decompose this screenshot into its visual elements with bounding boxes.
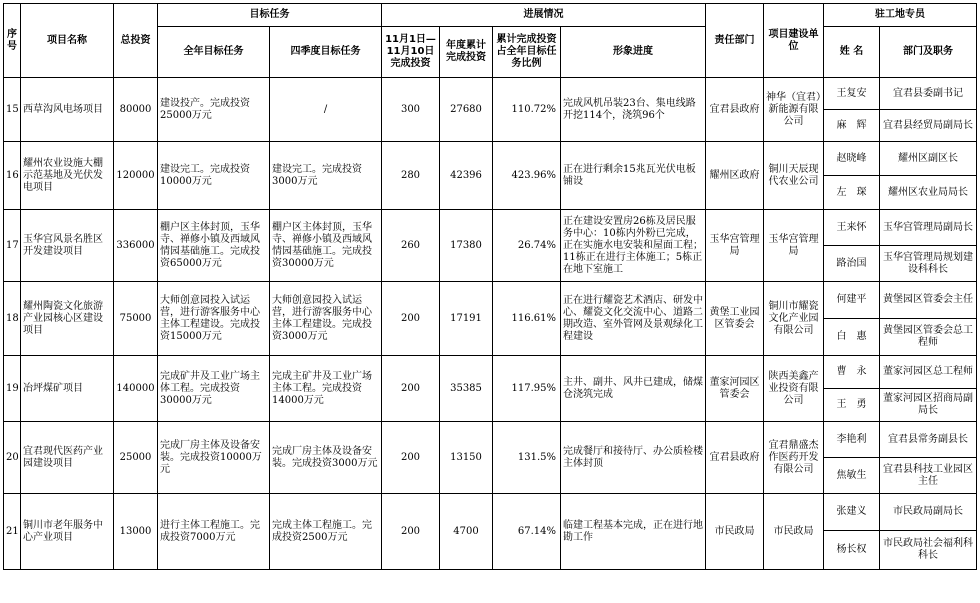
row-seq: 20 — [4, 422, 21, 494]
row-ratio: 423.96% — [493, 142, 561, 210]
staff-name: 王复安 — [824, 78, 880, 110]
table-body — [4, 78, 977, 570]
row-name: 玉华宫风景名胜区开发建设项目 — [21, 210, 114, 282]
row-seq: 17 — [4, 210, 21, 282]
row-progress: 完成风机吊装23台、集电线路开挖114个，浇筑96个 — [561, 78, 706, 142]
row-name: 铜川市老年服务中心产业项目 — [21, 494, 114, 570]
staff-name: 路治国 — [824, 246, 880, 282]
header-staff-group: 驻工地专员 — [824, 4, 977, 27]
header-staff-name: 姓 名 — [824, 27, 880, 78]
row-ytd: 17191 — [440, 282, 493, 356]
header-ratio: 累计完成投资占全年目标任务比例 — [493, 27, 561, 78]
row-builder: 神华（宜君）新能源有限公司 — [764, 78, 824, 142]
row-ytd: 4700 — [440, 494, 493, 570]
row-name: 耀州陶瓷文化旅游产业园核心区建设项目 — [21, 282, 114, 356]
row-ytd: 42396 — [440, 142, 493, 210]
row-annual-target: 完成矿井及工业广场主体工程。完成投资30000万元 — [158, 356, 270, 422]
table-row — [4, 78, 977, 110]
row-annual-target: 完成厂房主体及设备安装。完成投资10000万元 — [158, 422, 270, 494]
row-q4-target: 完成主矿井及工业广场主体工程。完成投资14000万元 — [270, 356, 382, 422]
row-ytd: 35385 — [440, 356, 493, 422]
row-annual-target: 棚户区主体封顶，玉华寺、禅修小镇及西域风情园基础施工。完成投资65000万元 — [158, 210, 270, 282]
table-row — [4, 494, 977, 531]
header-builder: 项目建设单位 — [764, 4, 824, 78]
row-builder: 玉华宫管理局 — [764, 210, 824, 282]
header-target-group: 目标任务 — [158, 4, 382, 27]
staff-name: 曹 永 — [824, 356, 880, 389]
staff-role: 耀州区农业局局长 — [880, 176, 977, 210]
row-total: 25000 — [114, 422, 158, 494]
row-q4-target: 完成主体工程施工。完成投资2500万元 — [270, 494, 382, 570]
row-dept: 董家河园区管委会 — [706, 356, 764, 422]
header-annual-target: 全年目标任务 — [158, 27, 270, 78]
row-completed: 300 — [382, 78, 440, 142]
row-total: 140000 — [114, 356, 158, 422]
row-total: 13000 — [114, 494, 158, 570]
staff-role: 黄堡园区管委会总工程师 — [880, 319, 977, 356]
table-row — [4, 282, 977, 319]
staff-name: 左 琛 — [824, 176, 880, 210]
row-seq: 15 — [4, 78, 21, 142]
table-row — [4, 142, 977, 176]
row-progress: 正在进行耀瓷艺术酒店、研发中心、耀瓷文化交流中心、道路二期改造、室外管网及景观绿化工程建设 — [561, 282, 706, 356]
staff-role: 董家河园区招商局副局长 — [880, 389, 977, 422]
header-name: 项目名称 — [21, 4, 114, 78]
staff-role: 董家河园区总工程师 — [880, 356, 977, 389]
row-builder: 铜川天辰现代农业公司 — [764, 142, 824, 210]
row-annual-target: 进行主体工程施工。完成投资7000万元 — [158, 494, 270, 570]
staff-name: 何建平 — [824, 282, 880, 319]
staff-name: 张建义 — [824, 494, 880, 531]
row-dept: 宜君县政府 — [706, 78, 764, 142]
row-completed: 200 — [382, 422, 440, 494]
staff-role: 黄堡园区管委会主任 — [880, 282, 977, 319]
row-ratio: 131.5% — [493, 422, 561, 494]
header-staff-role: 部门及职务 — [880, 27, 977, 78]
staff-role: 宜君县常务副县长 — [880, 422, 977, 458]
header-progress-group: 进展情况 — [382, 4, 706, 27]
staff-name: 焦敏生 — [824, 458, 880, 494]
row-progress: 完成餐厅和接待厅、办公质检楼主体封顶 — [561, 422, 706, 494]
row-progress: 正在建设安置房26栋及居民服务中心：10栋内外粉已完成，正在实施水电安装和屋面工程；11栋正在进行主体施工；5栋正在地下室施工 — [561, 210, 706, 282]
table-row — [4, 422, 977, 458]
staff-role: 耀州区副区长 — [880, 142, 977, 176]
row-ratio: 67.14% — [493, 494, 561, 570]
header-completed: 11月1日—11月10日完成投资 — [382, 27, 440, 78]
row-progress: 正在进行剩余15兆瓦光伏电板铺设 — [561, 142, 706, 210]
row-annual-target: 建设完工。完成投资10000万元 — [158, 142, 270, 210]
row-q4-target: 棚户区主体封顶，玉华寺、禅修小镇及西域风情园基础施工。完成投资30000万元 — [270, 210, 382, 282]
row-total: 120000 — [114, 142, 158, 210]
staff-name: 麻 辉 — [824, 110, 880, 142]
staff-name: 赵晓峰 — [824, 142, 880, 176]
header-visual-progress: 形象进度 — [561, 27, 706, 78]
row-ratio: 110.72% — [493, 78, 561, 142]
header-row-top — [4, 4, 977, 27]
row-name: 耀州农业设施大棚示范基地及光伏发电项目 — [21, 142, 114, 210]
staff-role: 玉华宫管理局副局长 — [880, 210, 977, 246]
header-total: 总投资 — [114, 4, 158, 78]
header-seq: 序号 — [4, 4, 21, 78]
staff-role: 玉华宫管理局规划建设科科长 — [880, 246, 977, 282]
row-q4-target: 大师创意园投入试运营，进行游客服务中心主体工程建设。完成投资3000万元 — [270, 282, 382, 356]
staff-role: 市民政局副局长 — [880, 494, 977, 531]
row-completed: 280 — [382, 142, 440, 210]
row-total: 80000 — [114, 78, 158, 142]
project-progress-table — [3, 3, 977, 570]
row-ratio: 117.95% — [493, 356, 561, 422]
table-row — [4, 356, 977, 389]
row-q4-target: 完成厂房主体及设备安装。完成投资3000万元 — [270, 422, 382, 494]
staff-role: 市民政局社会福利科科长 — [880, 531, 977, 570]
row-name: 宜君现代医药产业园建设项目 — [21, 422, 114, 494]
staff-role: 宜君县科技工业园区主任 — [880, 458, 977, 494]
header-dept: 责任部门 — [706, 4, 764, 78]
row-total: 75000 — [114, 282, 158, 356]
staff-name: 白 惠 — [824, 319, 880, 356]
row-ytd: 27680 — [440, 78, 493, 142]
row-ratio: 26.74% — [493, 210, 561, 282]
row-completed: 200 — [382, 356, 440, 422]
row-ytd: 13150 — [440, 422, 493, 494]
row-completed: 260 — [382, 210, 440, 282]
table-row — [4, 210, 977, 246]
header-ytd: 年度累计完成投资 — [440, 27, 493, 78]
staff-role: 宜君县委副书记 — [880, 78, 977, 110]
project-table-container — [3, 3, 977, 570]
row-seq: 21 — [4, 494, 21, 570]
header-q4-target: 四季度目标任务 — [270, 27, 382, 78]
row-seq: 16 — [4, 142, 21, 210]
row-dept: 市民政局 — [706, 494, 764, 570]
staff-name: 杨长权 — [824, 531, 880, 570]
staff-name: 李艳利 — [824, 422, 880, 458]
row-annual-target: 大师创意园投入试运营，进行游客服务中心主体工程建设。完成投资15000万元 — [158, 282, 270, 356]
row-builder: 陕西美鑫产业投资有限公司 — [764, 356, 824, 422]
row-name: 西草沟风电场项目 — [21, 78, 114, 142]
staff-name: 王 勇 — [824, 389, 880, 422]
row-name: 冶坪煤矿项目 — [21, 356, 114, 422]
row-total: 336000 — [114, 210, 158, 282]
row-seq: 18 — [4, 282, 21, 356]
row-annual-target: 建设投产。完成投资25000万元 — [158, 78, 270, 142]
row-completed: 200 — [382, 494, 440, 570]
row-dept: 黄堡工业园区管委会 — [706, 282, 764, 356]
row-progress: 临建工程基本完成，正在进行地勘工作 — [561, 494, 706, 570]
row-dept: 玉华宫管理局 — [706, 210, 764, 282]
row-builder: 市民政局 — [764, 494, 824, 570]
row-builder: 铜川市耀瓷文化产业园有限公司 — [764, 282, 824, 356]
row-builder: 宜君鼎盛杰作医药开发有限公司 — [764, 422, 824, 494]
row-q4-target: / — [270, 78, 382, 142]
row-dept: 耀州区政府 — [706, 142, 764, 210]
staff-role: 宜君县经贸局副局长 — [880, 110, 977, 142]
row-completed: 200 — [382, 282, 440, 356]
row-seq: 19 — [4, 356, 21, 422]
row-dept: 宜君县政府 — [706, 422, 764, 494]
row-progress: 主井、副井、风井已建成，储煤仓浇筑完成 — [561, 356, 706, 422]
staff-name: 王来怀 — [824, 210, 880, 246]
row-q4-target: 建设完工。完成投资3000万元 — [270, 142, 382, 210]
row-ratio: 116.61% — [493, 282, 561, 356]
row-ytd: 17380 — [440, 210, 493, 282]
